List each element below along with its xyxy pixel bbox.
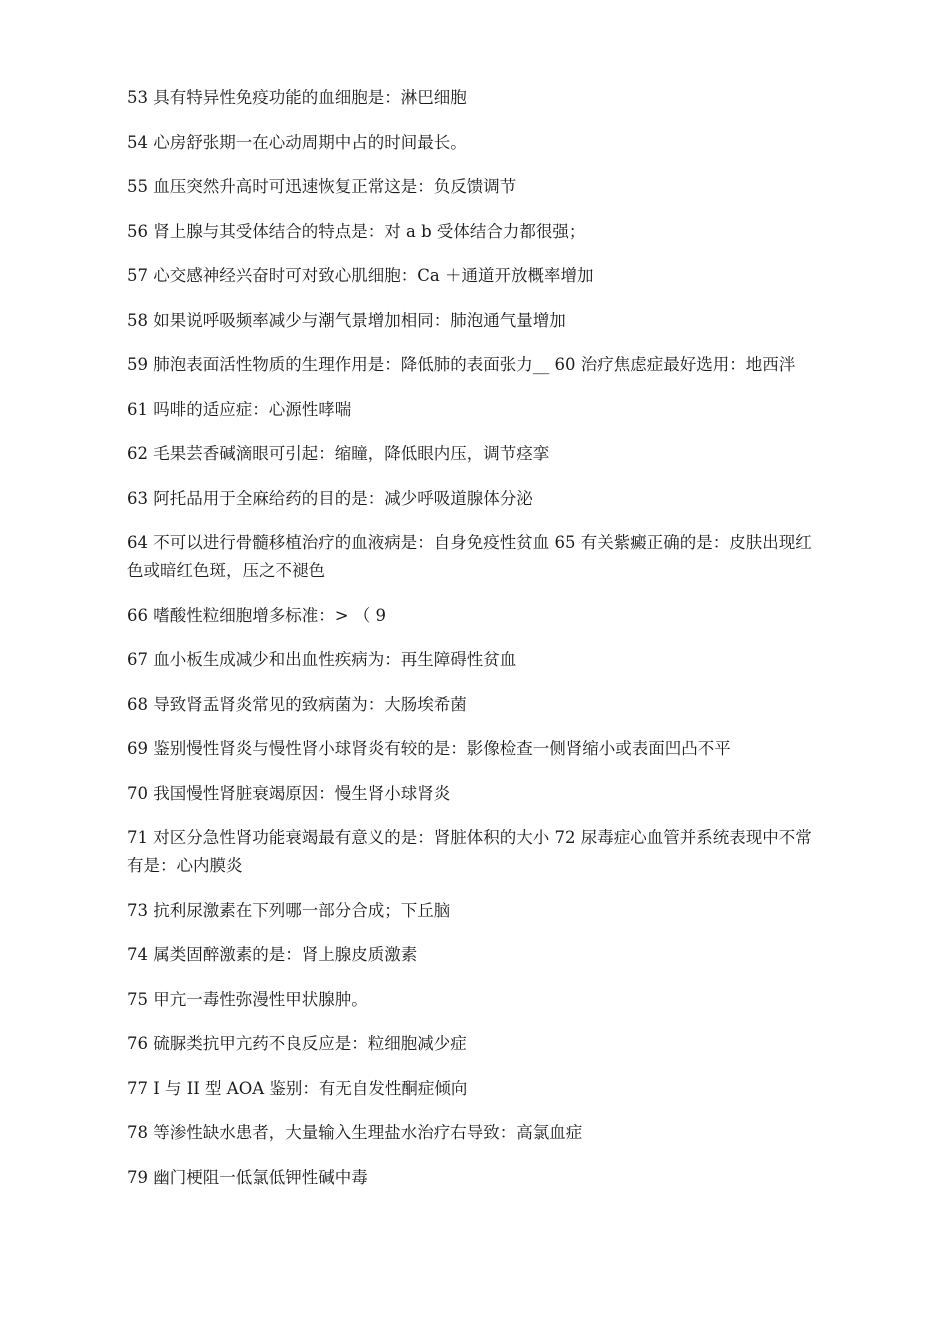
list-item: 73 抗利尿激素在下列哪一部分合成；下丘脑 (127, 900, 451, 920)
list-item: 78 等渗性缺水患者，大量输入生理盐水治疗右导致：高氯血症 (127, 1123, 583, 1142)
list-item: 59 肺泡表面活性物质的生理作用是：降低肺的表面张力__ 60 治疗焦虑症最好选用：地西泮 (127, 355, 796, 374)
list-item: 69 鉴别慢性肾炎与慢性肾小球肾炎有较的是：影像检查一侧肾缩小或表面凹凸不平 (127, 739, 731, 758)
list-item: 58 如果说呼吸频率减少与潮气景增加相同：肺泡通气量增加 (127, 310, 566, 330)
list-item: 79 幽门梗阻一低氯低钾性碱中毒 (127, 1167, 368, 1187)
list-item: 74 属类固醉激素的是：肾上腺皮质激素 (127, 945, 418, 964)
list-item: 56 肾上腺与其受体结合的特点是：对 a b 受体结合力都很强； (127, 221, 586, 241)
list-item: 61 吗啡的适应症：心源性哮喘 (127, 399, 352, 419)
list-item: 71 对区分急性肾功能衰竭最有意义的是：肾脏体积的大小 72 尿毒症心血管并系统表现中不常有是：心内膜炎 (127, 828, 812, 875)
list-item: 67 血小板生成减少和出血性疾病为：再生障碍性贫血 (127, 650, 517, 669)
list-item: 53 具有特异性免疫功能的血细胞是：淋巴细胞 (127, 88, 467, 107)
document-body (127, 84, 817, 1208)
list-item: 57 心交感神经兴奋时可对致心肌细胞：Ca ＋通道开放概率增加 (127, 266, 594, 285)
list-item: 54 心房舒张期一在心动周期中占的时间最长。 (127, 132, 467, 152)
list-item: 77 I 与 II 型 AOA 鉴别：有无自发性酮症倾向 (127, 1078, 468, 1098)
list-item: 70 我国慢性肾脏衰竭原因：慢生肾小球肾炎 (127, 783, 451, 803)
list-item: 76 硫脲类抗甲亢药不良反应是：粒细胞减少症 (127, 1034, 467, 1053)
list-item: 63 阿托品用于全麻给药的目的是：减少呼吸道腺体分泌 (127, 488, 533, 508)
list-item: 62 毛果芸香碱滴眼可引起：缩瞳，降低眼内压，调节痉挛 (127, 444, 550, 463)
list-item: 75 甲亢一毒性弥漫性甲状腺肿。 (127, 989, 368, 1009)
list-item: 64 不可以进行骨髓移植治疗的血液病是：自身免疫性贫血 65 有关紫癜正确的是：皮肤出现红色或暗红色斑，压之不褪色 (127, 533, 812, 580)
list-item: 55 血压突然升高时可迅速恢复正常这是：负反馈调节 (127, 177, 517, 196)
list-item: 68 导致肾盂肾炎常见的致病菌为：大肠埃希菌 (127, 694, 467, 714)
list-item: 66 嗜酸性粒细胞增多标准：> （ 9 (127, 605, 387, 625)
